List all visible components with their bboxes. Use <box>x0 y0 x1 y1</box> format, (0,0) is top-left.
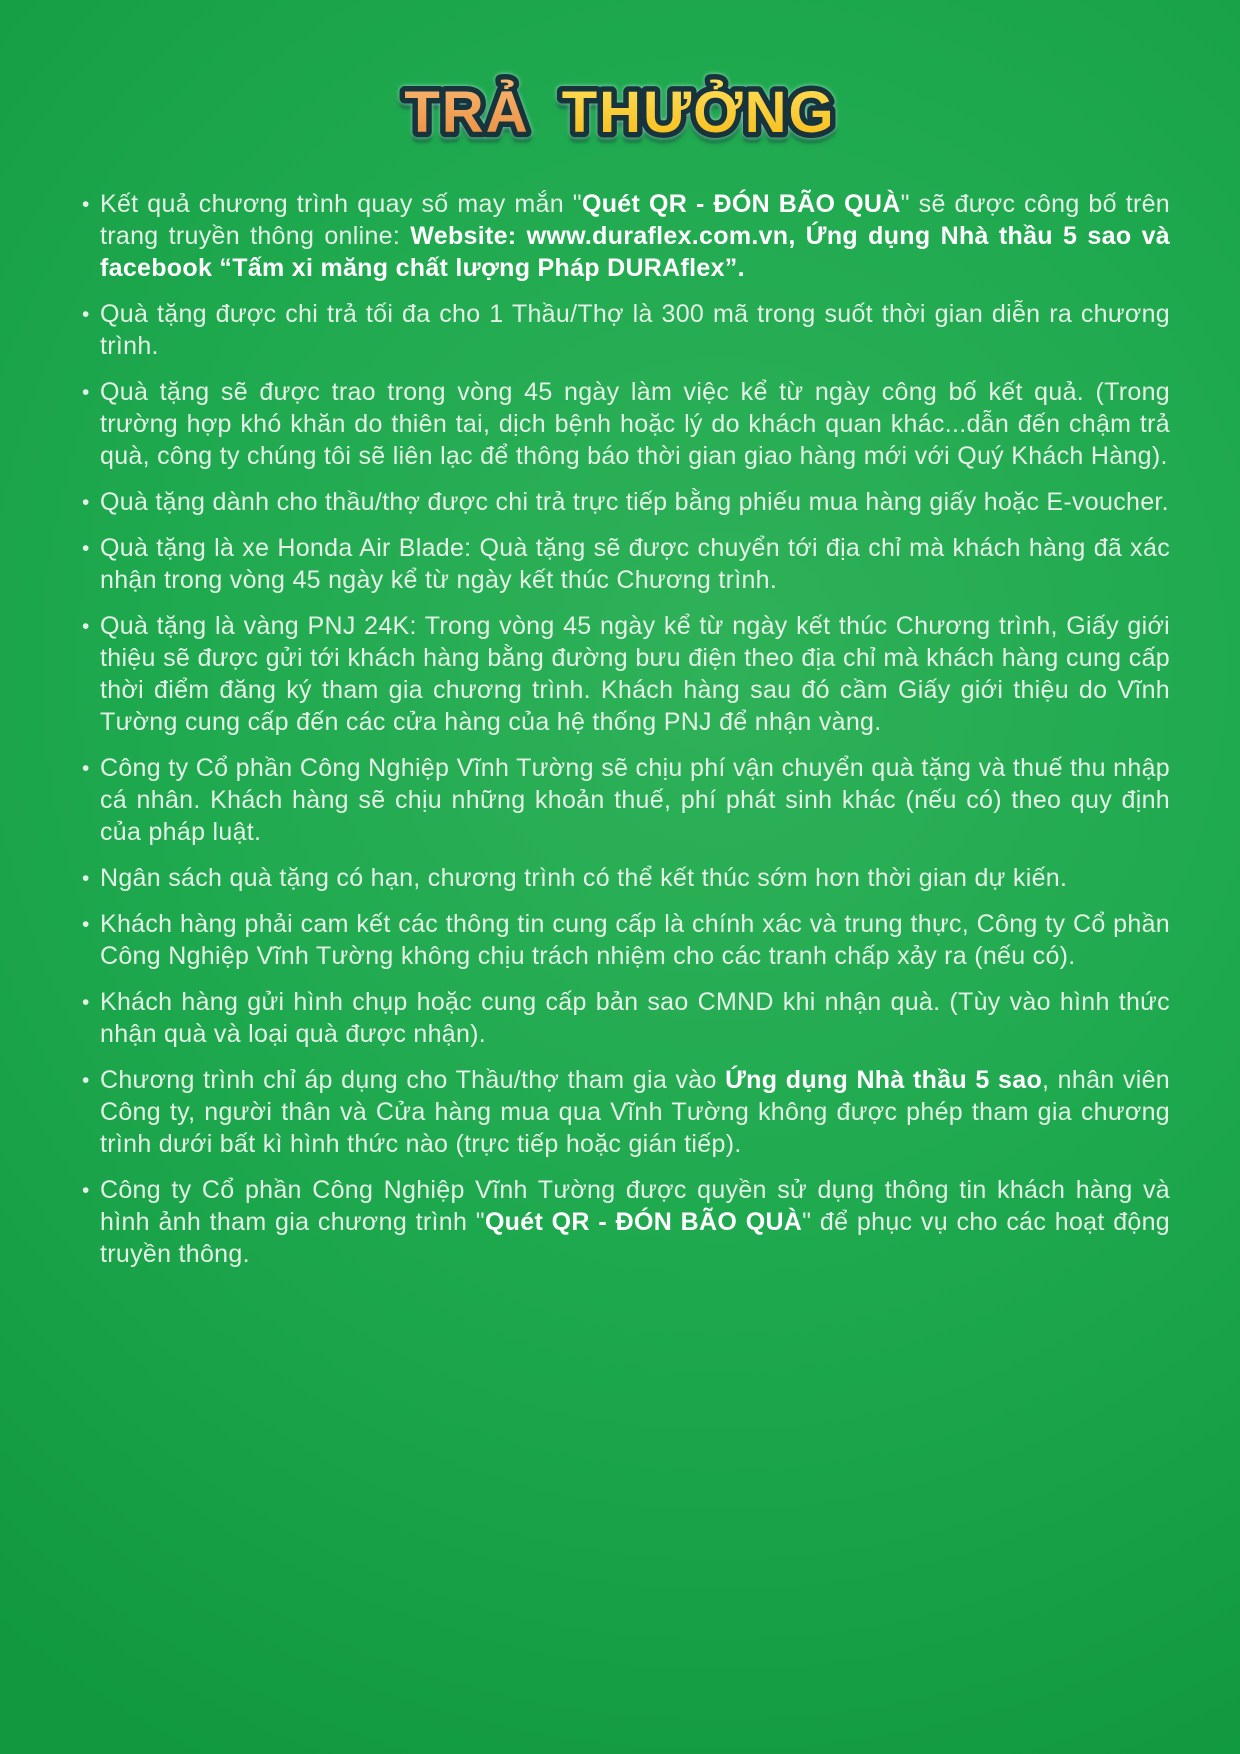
term-text: Công ty Cổ phần Công Nghiệp Vĩnh Tường được quyền sử dụng thông tin khách hàng và hình ảnh tham gia chương trình " <box>100 1176 1170 1236</box>
term-item <box>84 376 1170 472</box>
title-word-1: TRẢ <box>404 80 530 145</box>
bullet-marker: • <box>82 491 90 514</box>
term-item <box>84 908 1170 972</box>
term-text: , nhân viên Công ty, người thân và Cửa hàng mua qua Vĩnh Tường không được phép tham gia chương trình dưới bất kì hình thức nào (trực tiếp hoặc gián tiếp). <box>100 1066 1170 1158</box>
page-title-text <box>404 80 835 145</box>
term-item <box>84 486 1170 518</box>
term-item <box>84 610 1170 738</box>
bullet-marker: • <box>82 913 90 936</box>
term-text-bold: Website: www.duraflex.com.vn, Ứng dụng Nhà thầu 5 sao và facebook “Tấm xi măng chất lượng Pháp DURAflex”. <box>100 222 1170 282</box>
bullet-marker: • <box>82 537 90 560</box>
term-text: Quà tặng sẽ được trao trong vòng 45 ngày làm việc kể từ ngày công bố kết quả. (Trong trường hợp khó khăn do thiên tai, dịch bệnh hoặc lý do khách quan khác...dẫn đến chậm trả quà, công ty chúng tôi sẽ liên lạc để thông báo thời gian giao hàng mới với Quý Khách Hàng). <box>100 378 1170 470</box>
term-text-bold: Quét QR - ĐÓN BÃO QUÀ <box>581 190 901 218</box>
term-item <box>84 188 1170 284</box>
term-text: Quà tặng dành cho thầu/thợ được chi trả trực tiếp bằng phiếu mua hàng giấy hoặc E-voucher. <box>100 488 1169 516</box>
bullet-marker: • <box>82 1179 90 1202</box>
page-title <box>0 56 1240 164</box>
bullet-marker: • <box>82 991 90 1014</box>
term-text-bold: Ứng dụng Nhà thầu 5 sao <box>725 1066 1043 1094</box>
term-text: Quà tặng là vàng PNJ 24K: Trong vòng 45 ngày kể từ ngày kết thúc Chương trình, Giấy giới thiệu sẽ được gửi tới khách hàng bằng đường bưu điện theo địa chỉ mà khách hàng cung cấp thời điểm đăng ký tham gia chương trình. Khách hàng sau đó cầm Giấy giới thiệu do Vĩnh Tường cung cấp đến các cửa hàng của hệ thống PNJ để nhận vàng. <box>100 612 1170 736</box>
bullet-marker: • <box>82 867 90 890</box>
term-item <box>84 1174 1170 1270</box>
term-item <box>84 298 1170 362</box>
term-text: Ngân sách quà tặng có hạn, chương trình có thể kết thúc sớm hơn thời gian dự kiến. <box>100 864 1068 892</box>
terms-list <box>0 188 1240 1270</box>
title-word-2: THƯỞNG <box>561 80 836 145</box>
term-item <box>84 532 1170 596</box>
term-text: " để phục vụ cho các hoạt động truyền thông. <box>100 1208 1171 1268</box>
bullet-marker: • <box>82 381 90 404</box>
term-text: Khách hàng gửi hình chụp hoặc cung cấp bản sao CMND khi nhận quà. (Tùy vào hình thức nhận quà và loại quà được nhận). <box>100 988 1170 1048</box>
term-text: Công ty Cổ phần Công Nghiệp Vĩnh Tường sẽ chịu phí vận chuyển quà tặng và thuế thu nhập cá nhân. Khách hàng sẽ chịu những khoản thuế, phí phát sinh khác (nếu có) theo quy định của pháp luật. <box>100 754 1170 846</box>
term-item <box>84 752 1170 848</box>
term-text: Quà tặng được chi trả tối đa cho 1 Thầu/Thợ là 300 mã trong suốt thời gian diễn ra chương trình. <box>100 300 1170 360</box>
bullet-marker: • <box>82 303 90 326</box>
term-text: Khách hàng phải cam kết các thông tin cung cấp là chính xác và trung thực, Công ty Cổ phần Công Nghiệp Vĩnh Tường không chịu trách nhiệm cho các tranh chấp xảy ra (nếu có). <box>100 910 1170 970</box>
bullet-marker: • <box>82 1069 90 1092</box>
bullet-marker: • <box>82 193 90 216</box>
bullet-marker: • <box>82 615 90 638</box>
bullet-marker: • <box>82 757 90 780</box>
term-text: Chương trình chỉ áp dụng cho Thầu/thợ tham gia vào <box>100 1066 726 1094</box>
page-header <box>0 0 1240 164</box>
term-item <box>84 1064 1170 1160</box>
term-text: " sẽ được công bố trên trang truyền thông online: <box>100 190 1170 250</box>
term-item <box>84 862 1170 894</box>
term-text: Kết quả chương trình quay số may mắn " <box>100 190 582 218</box>
term-text-bold: Quét QR - ĐÓN BÃO QUÀ <box>484 1208 803 1236</box>
term-item <box>84 986 1170 1050</box>
term-text: Quà tặng là xe Honda Air Blade: Quà tặng sẽ được chuyển tới địa chỉ mà khách hàng đã xác nhận trong vòng 45 ngày kể từ ngày kết thúc Chương trình. <box>100 534 1170 594</box>
